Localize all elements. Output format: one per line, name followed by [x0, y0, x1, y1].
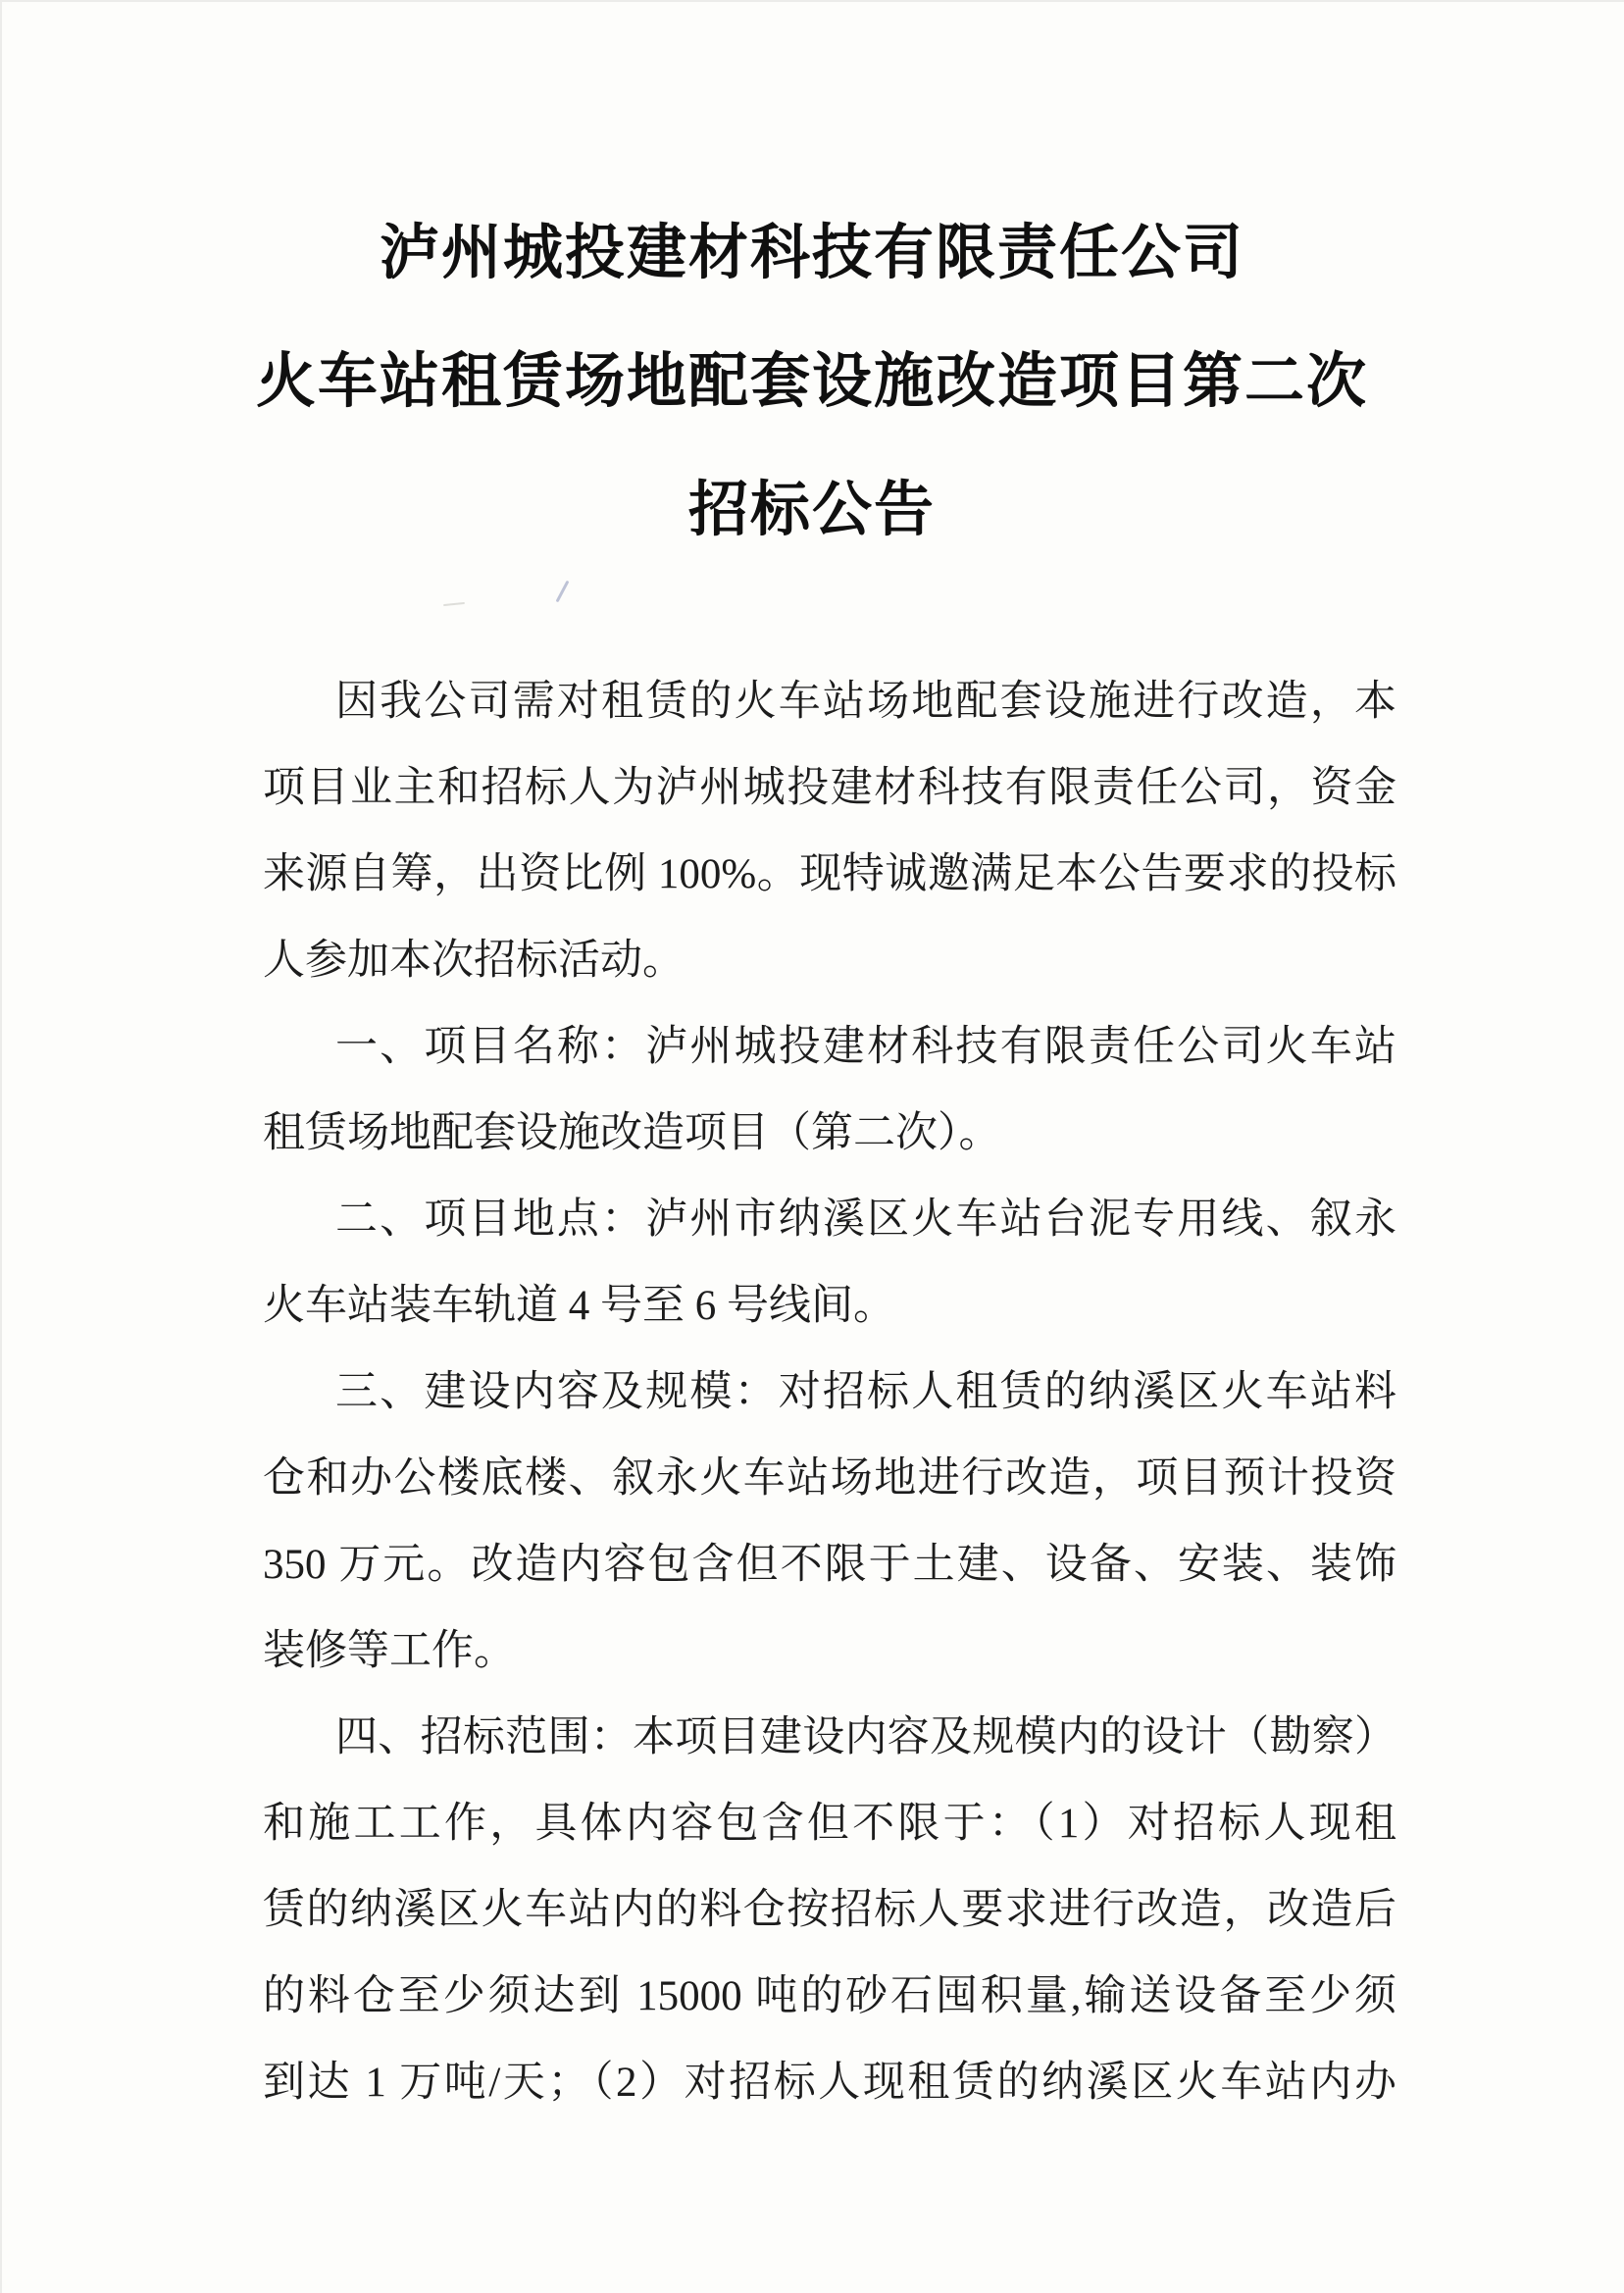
document-body [263, 659, 1396, 2126]
body-line: 项目业主和招标人为泸州城投建材科技有限责任公司，资金 [263, 765, 1396, 811]
body-line: 装修等工作。 [263, 1628, 516, 1674]
body-line: 到达 1 万吨/天；（2）对招标人现租赁的纳溪区火车站内办 [263, 2060, 1396, 2106]
document-title [0, 189, 1624, 575]
title-line: 火车站租赁场地配套设施改造项目第二次 [255, 349, 1368, 415]
body-line: 的料仓至少须达到 15000 吨的砂石囤积量,输送设备至少须 [263, 1973, 1396, 2019]
body-line: 一、项目名称：泸州城投建材科技有限责任公司火车站 [335, 1024, 1396, 1070]
body-line: 赁的纳溪区火车站内的料仓按招标人要求进行改造，改造后 [263, 1887, 1396, 1933]
body-line: 三、建设内容及规模：对招标人租赁的纳溪区火车站料 [335, 1369, 1396, 1415]
body-line: 火车站装车轨道 4 号至 6 号线间。 [263, 1283, 895, 1329]
body-line: 仓和办公楼底楼、叙永火车站场地进行改造，项目预计投资 [263, 1455, 1396, 1502]
title-line: 招标公告 [687, 478, 936, 543]
body-line: 二、项目地点：泸州市纳溪区火车站台泥专用线、叙永 [335, 1197, 1396, 1243]
body-line: 人参加本次招标活动。 [263, 938, 685, 984]
scan-smudge-artifact [443, 602, 465, 606]
body-line: 因我公司需对租赁的火车站场地配套设施进行改造，本 [335, 679, 1396, 725]
title-line: 泸州城投建材科技有限责任公司 [379, 221, 1244, 286]
body-line: 和施工工作，具体内容包含但不限于：（1）对招标人现租 [263, 1801, 1396, 1847]
body-line: 350 万元。改造内容包含但不限于土建、设备、安装、装饰 [263, 1542, 1396, 1588]
body-line: 四、招标范围：本项目建设内容及规模内的设计（勘察） [335, 1714, 1396, 1760]
body-line: 来源自筹，出资比例 100%。现特诚邀满足本公告要求的投标 [263, 851, 1396, 897]
body-line: 租赁场地配套设施改造项目（第二次）。 [263, 1110, 1001, 1156]
pen-mark-artifact [556, 581, 570, 603]
